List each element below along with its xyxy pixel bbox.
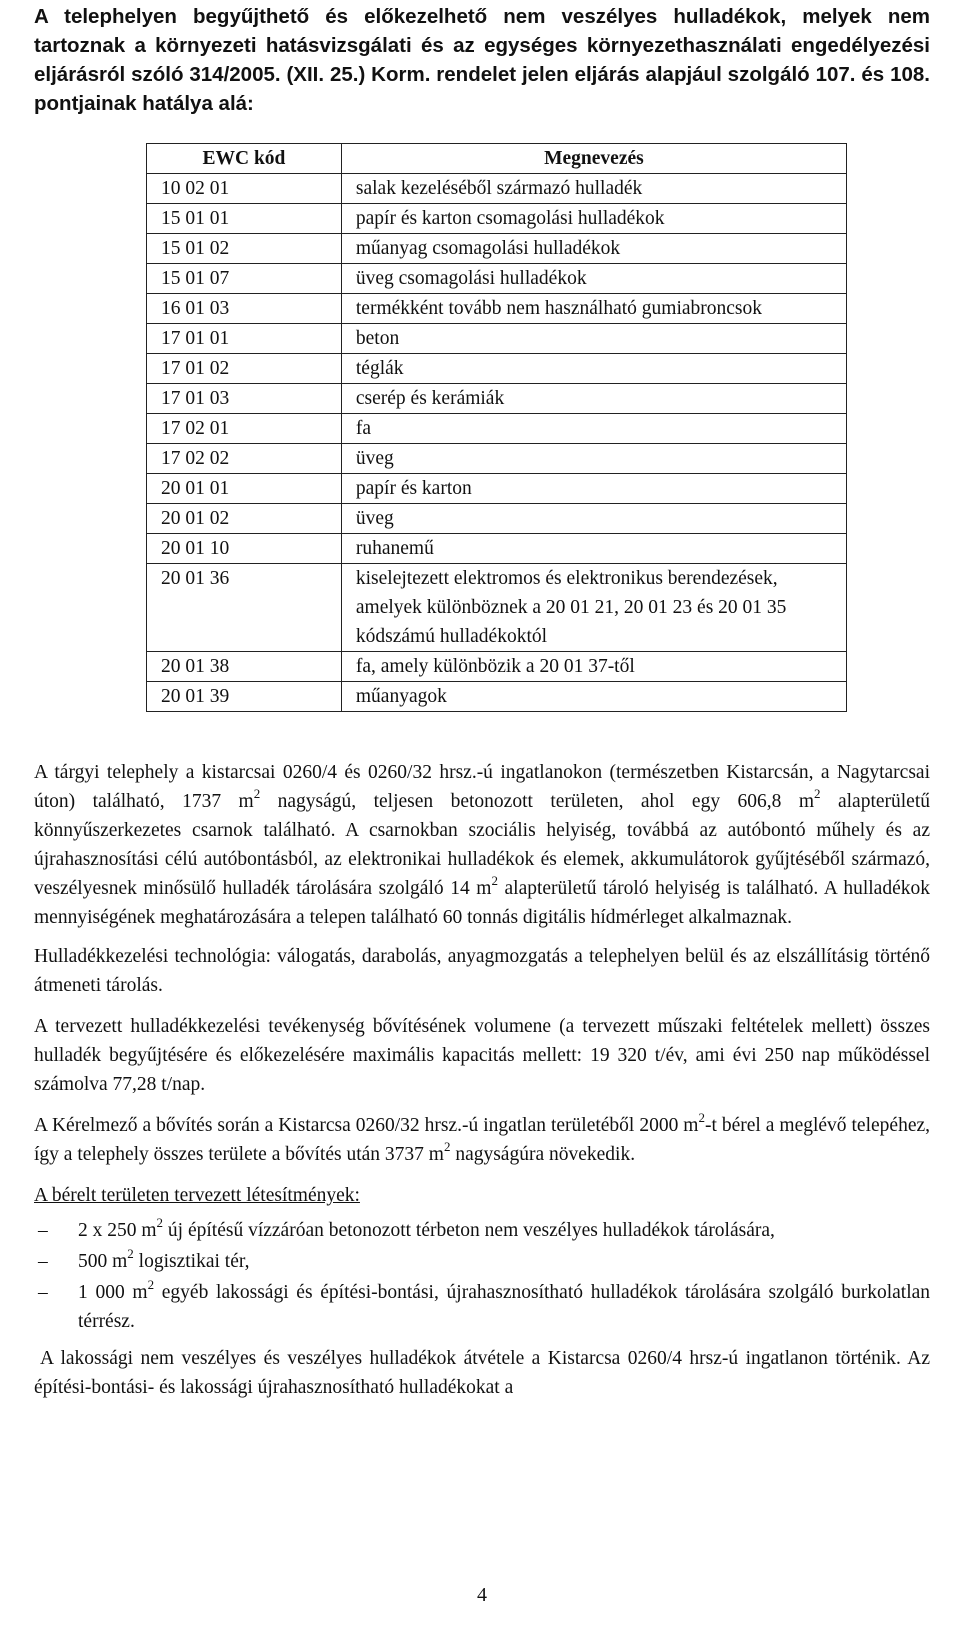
table-row bbox=[147, 414, 847, 444]
waste-name-cell: papír és karton bbox=[341, 474, 846, 504]
list-item: – 500 $m^2$ logisztikai tér, bbox=[34, 1247, 930, 1276]
table-row bbox=[147, 564, 847, 652]
paragraph-site-description: A tárgyi telephely a kistarcsai 0260/4 és 0260/32 hrsz.-ú ingatlanokon (természetben Kistarcsán, a Nagytarcsai úton) található, 1737 $m^2$ nagyságú, teljesen betonozott területen, ahol egy 606,8 $m^2$ alapterületű könnyűszerkezetes csarnok található. A csarnokban szociális helyiség, továbbá az autóbontó műhely és az újrahasznosítási célú autóbontásból, az elektronikai hulladékok és elemek, akkumulátorok gyűjtéséből származó, veszélyesnek minősülő hulladék tárolására szolgáló 14 $m^2$ alapterületű tároló helyiség is található. A hulladékok mennyiségének meghatározására a telepen található 60 tonnás digitális hídmérleget alkalmaznak. bbox=[34, 762, 930, 928]
waste-name-cell: üveg bbox=[341, 504, 846, 534]
table-row bbox=[147, 682, 847, 712]
waste-name-cell: fa, amely különbözik a 20 01 37-től bbox=[341, 652, 846, 682]
waste-name-cell: papír és karton csomagolási hulladékok bbox=[341, 204, 846, 234]
header-ewc-code: EWC kód bbox=[147, 144, 342, 174]
table-row bbox=[147, 534, 847, 564]
facilities-list bbox=[34, 1216, 930, 1336]
ewc-code-cell: 17 01 02 bbox=[147, 354, 342, 384]
ewc-waste-table bbox=[146, 143, 847, 712]
table-row bbox=[147, 384, 847, 414]
table-row bbox=[147, 174, 847, 204]
table-row bbox=[147, 354, 847, 384]
paragraph-capacity: A tervezett hulladékkezelési tevékenység bővítésének volumene (a tervezett műszaki feltételek mellett) összes hulladék begyűjtésére és előkezelésére maximális kapacitás mellett: 19 320 t/év, ami évi 250 nap működéssel számolva 77,28 t/nap. bbox=[34, 1016, 930, 1095]
section-heading: A telephelyen begyűjthető és előkezelhető nem veszélyes hulladékok, melyek nem tartoznak a környezeti hatásvizsgálati és az egységes környezethasználati engedélyezési eljárásról szóló 314/2005. (XII. 25.) Korm. rendelet jelen eljárás alapjául szolgáló 107. és 108. pontjainak hatálya alá: bbox=[34, 5, 930, 115]
waste-name-cell: beton bbox=[341, 324, 846, 354]
table-row bbox=[147, 474, 847, 504]
facilities-title: A bérelt területen tervezett létesítmények: bbox=[34, 1185, 360, 1206]
ewc-code-cell: 20 01 38 bbox=[147, 652, 342, 682]
table-row bbox=[147, 652, 847, 682]
ewc-code-cell: 20 01 36 bbox=[147, 564, 342, 652]
list-item: – 1 000 $m^2$ egyéb lakossági és építési-bontási, újrahasznosítható hulladékok tárolására szolgáló burkolatlan térrész. bbox=[38, 1277, 931, 1332]
ewc-code-cell: 17 01 03 bbox=[147, 384, 342, 414]
table-row bbox=[147, 294, 847, 324]
waste-name-cell: üveg bbox=[341, 444, 846, 474]
waste-name-cell: salak kezeléséből származó hulladék bbox=[341, 174, 846, 204]
table-row bbox=[147, 504, 847, 534]
table-row bbox=[147, 204, 847, 234]
ewc-code-cell: 20 01 02 bbox=[147, 504, 342, 534]
body-text bbox=[34, 758, 930, 1414]
waste-name-cell: téglák bbox=[341, 354, 846, 384]
dash-bullet: – bbox=[38, 1220, 48, 1241]
ewc-code-cell: 17 02 02 bbox=[147, 444, 342, 474]
waste-name-cell: ruhanemű bbox=[341, 534, 846, 564]
waste-name-cell: cserép és kerámiák bbox=[341, 384, 846, 414]
table-row bbox=[147, 234, 847, 264]
page-number: 4 bbox=[477, 1584, 487, 1606]
paragraph-expansion: A Kérelmező a bővítés során a Kistarcsa 0260/32 hrsz.-ú ingatlan területéből 2000 $m^2-t$ bérel a meglévő telepéhez, így a telephely összes területe a bővítés után 3737 $m^2$ nagyságúra növekedik. bbox=[34, 1110, 931, 1165]
waste-name-cell: fa bbox=[341, 414, 846, 444]
ewc-code-cell: 20 01 10 bbox=[147, 534, 342, 564]
paragraph-technology: Hulladékkezelési technológia: válogatás, darabolás, anyagmozgatás a telephelyen belül és az elszállításig történő átmeneti tárolás. bbox=[34, 946, 930, 996]
ewc-code-cell: 10 02 01 bbox=[147, 174, 342, 204]
table-header-row bbox=[147, 144, 847, 174]
table-row bbox=[147, 264, 847, 294]
waste-name-cell: termékként tovább nem használható gumiabroncsok bbox=[341, 294, 846, 324]
dash-bullet: – bbox=[38, 1251, 48, 1272]
ewc-code-cell: 20 01 39 bbox=[147, 682, 342, 712]
table-row bbox=[147, 324, 847, 354]
header-name: Megnevezés bbox=[341, 144, 846, 174]
ewc-code-cell: 15 01 01 bbox=[147, 204, 342, 234]
ewc-code-cell: 15 01 02 bbox=[147, 234, 342, 264]
ewc-code-cell: 20 01 01 bbox=[147, 474, 342, 504]
ewc-code-cell: 17 02 01 bbox=[147, 414, 342, 444]
ewc-code-cell: 16 01 03 bbox=[147, 294, 342, 324]
table-row bbox=[147, 444, 847, 474]
waste-name-cell: kiselejtezett elektromos és elektronikus berendezések, amelyek különböznek a 20 01 21, 20 01 23 és 20 01 35 kódszámú hulladékoktól bbox=[341, 564, 846, 652]
waste-name-cell: műanyag csomagolási hulladékok bbox=[341, 234, 846, 264]
waste-name-cell: üveg csomagolási hulladékok bbox=[341, 264, 846, 294]
list-item: – 2 x 250 $m^2$ új építésű vízzáróan betonozott térbeton nem veszélyes hulladékok tárolására, bbox=[34, 1216, 930, 1245]
ewc-code-cell: 17 01 01 bbox=[147, 324, 342, 354]
paragraph-collection: A lakossági nem veszélyes és veszélyes hulladékok átvétele a Kistarcsa 0260/4 hrsz-ú ingatlanon történik. Az építési-bontási- és lakossági újrahasznosítható hulladékokat a bbox=[34, 1348, 930, 1398]
waste-name-cell: műanyagok bbox=[341, 682, 846, 712]
dash-bullet: – bbox=[38, 1282, 48, 1303]
ewc-code-cell: 15 01 07 bbox=[147, 264, 342, 294]
